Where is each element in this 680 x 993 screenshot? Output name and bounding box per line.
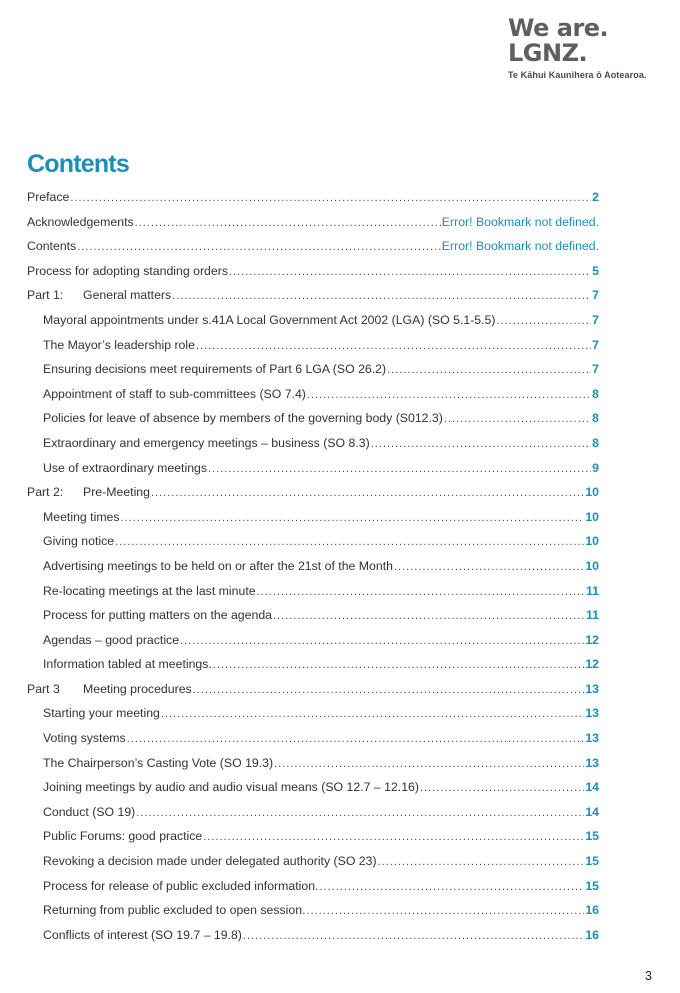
- toc-entry-label: Process for putting matters on the agenda: [43, 608, 272, 623]
- toc-entry-label: Agendas – good practice: [43, 632, 180, 647]
- toc-entry-title: [43, 338, 195, 352]
- dot-leader: [196, 340, 591, 352]
- toc-entry[interactable]: [27, 780, 599, 805]
- toc-page-number: Error! Bookmark not defined.: [441, 239, 599, 254]
- toc-entry-title: [27, 190, 69, 204]
- toc-page-number: 15: [585, 878, 599, 893]
- toc-page-number: 8: [592, 411, 599, 426]
- toc-page-number: 8: [592, 386, 599, 401]
- toc-page-number: 2: [592, 190, 599, 204]
- dot-leader: [127, 733, 585, 745]
- toc-entry-label: Process for release of public excluded information.: [43, 878, 319, 893]
- lgnz-logo: [508, 16, 647, 80]
- toc-entry-label: Revoking a decision made under delegated authority (SO 23): [43, 854, 377, 869]
- toc-part-number: Part 3: [27, 681, 60, 696]
- dot-leader: [394, 561, 584, 573]
- toc-entry[interactable]: [27, 731, 599, 756]
- dot-leader: [273, 610, 585, 622]
- dot-leader: [161, 708, 584, 720]
- toc-page-number: 10: [585, 558, 599, 573]
- dot-leader: [387, 364, 591, 376]
- toc-entry-title: [43, 608, 272, 622]
- logo-line-2: LGNZ.: [508, 39, 588, 67]
- toc-entry-label: Joining meetings by audio and audio visual means (SO 12.7 – 12.16): [43, 780, 419, 795]
- toc-entry-title: [43, 313, 496, 327]
- toc-entry-label: Conduct (SO 19): [43, 804, 136, 819]
- dot-leader: [136, 807, 584, 819]
- toc-entry[interactable]: [27, 903, 599, 928]
- toc-entry-label: The Mayor’s leadership role: [43, 337, 195, 352]
- dot-leader: [203, 831, 584, 843]
- toc-entry-title: [27, 264, 228, 278]
- toc-entry-label: Public Forums: good practice: [43, 829, 203, 844]
- toc-page-number: 14: [585, 804, 599, 819]
- toc-entry[interactable]: [27, 313, 599, 338]
- toc-entry-label: Giving notice: [43, 534, 115, 549]
- logo-tagline: Te Kāhui Kaunihera ō Aotearoa.: [508, 70, 647, 80]
- page-title: Contents: [27, 150, 129, 178]
- toc-entry[interactable]: [27, 190, 599, 215]
- toc-page-number: 12: [585, 632, 599, 647]
- toc-entry-title: [43, 584, 256, 598]
- toc-entry-label: Meeting procedures: [83, 681, 192, 696]
- toc-entry[interactable]: [27, 411, 599, 436]
- toc-entry-label: Extraordinary and emergency meetings – business (SO 8.3): [43, 435, 370, 450]
- dot-leader: [70, 192, 591, 204]
- toc-entry-label: Policies for leave of absence by members of the governing body (S012.3): [43, 411, 443, 426]
- dot-leader: [274, 758, 584, 770]
- toc-entry[interactable]: [27, 264, 599, 289]
- toc-entry-label: Voting systems: [43, 731, 126, 746]
- toc-entry[interactable]: [27, 436, 599, 461]
- toc-page-number: 13: [585, 681, 599, 696]
- toc-entry-title: [27, 288, 171, 302]
- toc-page-number: 12: [585, 657, 599, 672]
- toc-page-number: 14: [585, 780, 599, 795]
- toc-entry[interactable]: [27, 239, 599, 264]
- toc-entry-title: [43, 706, 160, 720]
- toc-page-number: 7: [592, 362, 599, 377]
- toc-entry[interactable]: [27, 288, 599, 313]
- dot-leader: [257, 586, 585, 598]
- toc-entry-title: [27, 215, 134, 229]
- toc-entry-label: Re-locating meetings at the last minute: [43, 583, 256, 598]
- toc-entry-title: [43, 829, 202, 843]
- toc-entry-label: Use of extraordinary meetings: [43, 460, 208, 475]
- dot-leader: [243, 930, 584, 942]
- table-of-contents: [27, 190, 599, 952]
- toc-entry-title: [43, 411, 443, 425]
- toc-page-number: 10: [585, 509, 599, 524]
- toc-entry-title: [43, 903, 306, 917]
- toc-entry-title: [43, 928, 242, 942]
- page-number: 3: [645, 969, 652, 983]
- toc-entry[interactable]: [27, 879, 599, 904]
- dot-leader: [213, 659, 584, 671]
- toc-page-number: 5: [592, 263, 599, 278]
- toc-entry[interactable]: [27, 559, 599, 584]
- toc-entry[interactable]: [27, 608, 599, 633]
- toc-entry-title: [27, 239, 76, 253]
- toc-entry-title: [43, 731, 126, 745]
- dot-leader: [229, 266, 591, 278]
- toc-page-number: 7: [592, 337, 599, 352]
- toc-entry-label: The Chairperson’s Casting Vote (SO 19.3): [43, 755, 274, 770]
- toc-entry-title: [43, 633, 179, 647]
- toc-entry-title: [43, 510, 120, 524]
- toc-entry[interactable]: [27, 657, 599, 682]
- dot-leader: [378, 856, 585, 868]
- toc-entry-label: Ensuring decisions meet requirements of Part 6 LGA (SO 26.2): [43, 362, 387, 377]
- toc-entry[interactable]: [27, 362, 599, 387]
- toc-entry-title: [43, 387, 306, 401]
- toc-entry-title: [43, 756, 273, 770]
- toc-entry-label: Acknowledgements: [27, 214, 134, 229]
- toc-page-number: 10: [585, 485, 599, 500]
- toc-entry-label: General matters: [83, 288, 172, 303]
- toc-entry-label: Information tabled at meetings.: [43, 657, 212, 672]
- toc-page-number: 10: [585, 534, 599, 549]
- dot-leader: [135, 217, 441, 229]
- toc-entry[interactable]: [27, 706, 599, 731]
- toc-page-number: 16: [585, 903, 599, 918]
- toc-entry-label: Appointment of staff to sub-committees (SO 7.4): [43, 386, 306, 401]
- dot-leader: [208, 463, 591, 475]
- toc-page-number: Error! Bookmark not defined.: [441, 214, 599, 229]
- toc-entry-label: Starting your meeting: [43, 706, 160, 721]
- dot-leader: [497, 315, 592, 327]
- toc-entry[interactable]: [27, 215, 599, 240]
- toc-entry-label: Advertising meetings to be held on or after the 21st of the Month: [43, 558, 393, 573]
- toc-page-number: 7: [592, 288, 599, 303]
- toc-entry[interactable]: [27, 584, 599, 609]
- toc-entry-label: Contents: [27, 239, 77, 254]
- dot-leader: [115, 536, 584, 548]
- toc-page-number: 11: [586, 608, 599, 623]
- toc-entry-label: Mayoral appointments under s.41A Local Government Act 2002 (LGA) (SO 5.1-5.5): [43, 312, 496, 327]
- toc-page-number: 16: [585, 927, 599, 942]
- toc-entry-title: [43, 436, 370, 450]
- toc-entry[interactable]: [27, 805, 599, 830]
- toc-page-number: 11: [586, 583, 599, 598]
- toc-entry-title: [43, 879, 318, 893]
- toc-entry-label: Process for adopting standing orders: [27, 263, 228, 278]
- toc-part-number: Part 1:: [27, 288, 64, 303]
- toc-entry-title: [27, 682, 192, 696]
- dot-leader: [172, 290, 591, 302]
- toc-page-number: 13: [585, 706, 599, 721]
- toc-entry[interactable]: [27, 510, 599, 535]
- toc-entry[interactable]: [27, 854, 599, 879]
- toc-entry[interactable]: [27, 829, 599, 854]
- toc-page-number: 15: [585, 829, 599, 844]
- dot-leader: [307, 389, 591, 401]
- dot-leader: [371, 438, 591, 450]
- toc-entry-title: [43, 461, 207, 475]
- dot-leader: [121, 512, 585, 524]
- toc-page-number: 8: [592, 435, 599, 450]
- toc-entry[interactable]: [27, 756, 599, 781]
- dot-leader: [193, 684, 585, 696]
- toc-part-number: Part 2:: [27, 485, 64, 500]
- dot-leader: [180, 635, 584, 647]
- toc-entry-title: [43, 780, 419, 794]
- toc-entry-title: [43, 854, 377, 868]
- toc-entry-title: [27, 485, 150, 499]
- dot-leader: [151, 487, 584, 499]
- toc-entry-label: Conflicts of interest (SO 19.7 – 19.8): [43, 927, 242, 942]
- toc-page-number: 13: [585, 755, 599, 770]
- dot-leader: [307, 905, 585, 917]
- toc-page-number: 7: [592, 312, 599, 327]
- toc-entry[interactable]: [27, 633, 599, 658]
- toc-entry[interactable]: [27, 682, 599, 707]
- dot-leader: [77, 241, 441, 253]
- toc-entry[interactable]: [27, 338, 599, 363]
- toc-entry[interactable]: [27, 928, 599, 953]
- toc-entry-label: Pre-Meeting: [83, 485, 150, 500]
- toc-entry[interactable]: [27, 534, 599, 559]
- toc-entry-label: Preface: [27, 190, 70, 204]
- dot-leader: [420, 782, 584, 794]
- toc-entry-title: [43, 805, 135, 819]
- toc-entry[interactable]: [27, 485, 599, 510]
- toc-page-number: 15: [585, 854, 599, 869]
- toc-entry-title: [43, 559, 393, 573]
- toc-entry-title: [43, 657, 212, 671]
- toc-page-number: 9: [592, 460, 599, 475]
- logo-line-1: We are.: [508, 14, 609, 42]
- toc-entry[interactable]: [27, 387, 599, 412]
- dot-leader: [319, 881, 584, 893]
- toc-entry-label: Returning from public excluded to open session.: [43, 903, 306, 918]
- dot-leader: [444, 413, 591, 425]
- toc-entry-title: [43, 534, 114, 548]
- toc-page-number: 13: [585, 731, 599, 746]
- toc-entry-label: Meeting times: [43, 509, 120, 524]
- toc-entry-title: [43, 362, 386, 376]
- toc-entry[interactable]: [27, 461, 599, 486]
